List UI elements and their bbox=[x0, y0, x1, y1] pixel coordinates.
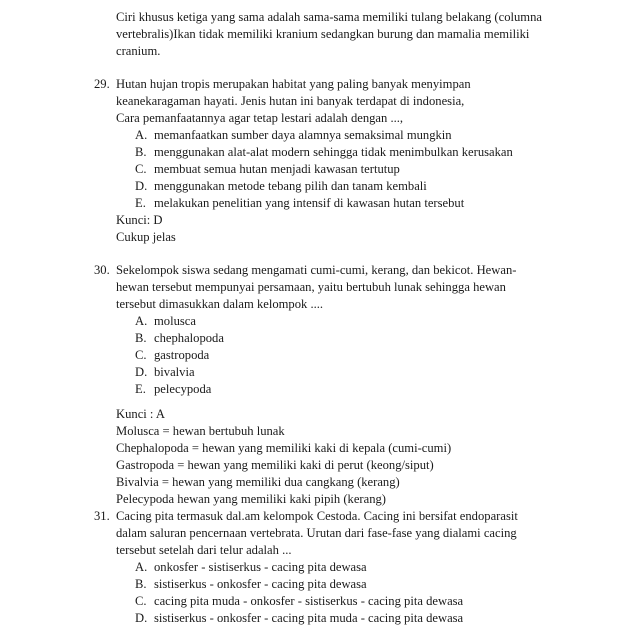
option-letter: A. bbox=[135, 560, 148, 574]
question-31-number: 31. bbox=[94, 509, 110, 523]
question-29-option-a bbox=[135, 127, 452, 144]
option-text: sistiserkus - onkosfer - cacing pita dewasa bbox=[154, 577, 367, 591]
question-29-stem: Cara pemanfaatannya agar tetap lestari adalah dengan ..., bbox=[116, 111, 404, 125]
option-text: pelecypoda bbox=[154, 382, 212, 396]
question-31-option-b bbox=[135, 576, 367, 593]
option-letter: B. bbox=[135, 577, 147, 591]
question-29-stem: Hutan hujan tropis merupakan habitat yang paling banyak menyimpan bbox=[116, 77, 471, 91]
option-letter: C. bbox=[135, 162, 147, 176]
question-29-option-b bbox=[135, 144, 513, 161]
question-30-stem: hewan tersebut mempunyai persamaan, yaitu bertubuh lunak sehingga hewan bbox=[116, 280, 506, 294]
question-29-stem: keanekaragaman hayati. Jenis hutan ini banyak terdapat di indonesia, bbox=[116, 94, 465, 108]
option-text: onkosfer - sistiserkus - cacing pita dewasa bbox=[154, 560, 367, 574]
question-30-option-d bbox=[135, 364, 195, 381]
option-text: molusca bbox=[154, 314, 196, 328]
question-31-option-a bbox=[135, 559, 367, 576]
question-31-stem: dalam saluran pencernaan vertebrata. Urutan dari fase-fase yang dialami cacing bbox=[116, 526, 517, 540]
option-letter: B. bbox=[135, 145, 147, 159]
option-letter: A. bbox=[135, 314, 148, 328]
option-letter: C. bbox=[135, 594, 147, 608]
option-text: bivalvia bbox=[154, 365, 195, 379]
question-30-explanation: Molusca = hewan bertubuh lunak bbox=[116, 424, 285, 438]
option-letter: A. bbox=[135, 128, 148, 142]
option-text: menggunakan alat-alat modern sehingga tidak menimbulkan kerusakan bbox=[154, 145, 513, 159]
question-30-number: 30. bbox=[94, 263, 110, 277]
question-29-note: Cukup jelas bbox=[116, 230, 176, 244]
intro-line: cranium. bbox=[116, 44, 161, 58]
question-30-stem: Sekelompok siswa sedang mengamati cumi-cumi, kerang, dan bekicot. Hewan- bbox=[116, 263, 517, 277]
question-29-option-e bbox=[135, 195, 464, 212]
question-29-option-c bbox=[135, 161, 400, 178]
option-text: memanfaatkan sumber daya alamnya semaksimal mungkin bbox=[154, 128, 452, 142]
option-text: menggunakan metode tebang pilih dan tanam kembali bbox=[154, 179, 427, 193]
question-29-number: 29. bbox=[94, 77, 110, 91]
question-30-option-b bbox=[135, 330, 224, 347]
option-letter: B. bbox=[135, 331, 147, 345]
option-text: chephalopoda bbox=[154, 331, 224, 345]
option-letter: D. bbox=[135, 365, 148, 379]
question-30-key: Kunci : A bbox=[116, 407, 165, 421]
option-letter: D. bbox=[135, 179, 148, 193]
question-31-option-d bbox=[135, 610, 463, 627]
intro-line: vertebralis)Ikan tidak memiliki kranium sedangkan burung dan mamalia memiliki bbox=[116, 27, 530, 41]
question-30-explanation: Gastropoda = hewan yang memiliki kaki di perut (keong/siput) bbox=[116, 458, 434, 472]
question-30-explanation: Pelecypoda hewan yang memiliki kaki pipih (kerang) bbox=[116, 492, 386, 506]
option-text: melakukan penelitian yang intensif di kawasan hutan tersebut bbox=[154, 196, 465, 210]
question-31-stem: tersebut setelah dari telur adalah ... bbox=[116, 543, 292, 557]
question-30-stem: tersebut dimasukkan dalam kelompok .... bbox=[116, 297, 324, 311]
question-30-option-c bbox=[135, 347, 209, 364]
option-text: sistiserkus - onkosfer - cacing pita muda - cacing pita dewasa bbox=[154, 611, 464, 625]
option-letter: E. bbox=[135, 196, 146, 210]
question-29-option-d bbox=[135, 178, 427, 195]
question-31-option-c bbox=[135, 593, 463, 610]
question-30-option-e bbox=[135, 381, 211, 398]
intro-line: Ciri khusus ketiga yang sama adalah sama-sama memiliki tulang belakang (columna bbox=[116, 10, 542, 24]
question-29-key: Kunci: D bbox=[116, 213, 163, 227]
option-text: cacing pita muda - onkosfer - sistiserkus - cacing pita dewasa bbox=[154, 594, 464, 608]
question-31-stem: Cacing pita termasuk dal.am kelompok Cestoda. Cacing ini bersifat endoparasit bbox=[116, 509, 518, 523]
option-text: gastropoda bbox=[154, 348, 210, 362]
option-letter: C. bbox=[135, 348, 147, 362]
question-30-explanation: Chephalopoda = hewan yang memiliki kaki di kepala (cumi-cumi) bbox=[116, 441, 452, 455]
option-text: membuat semua hutan menjadi kawasan tertutup bbox=[154, 162, 400, 176]
option-letter: E. bbox=[135, 382, 146, 396]
question-30-option-a bbox=[135, 313, 196, 330]
question-30-explanation: Bivalvia = hewan yang memiliki dua cangkang (kerang) bbox=[116, 475, 400, 489]
option-letter: D. bbox=[135, 611, 148, 625]
